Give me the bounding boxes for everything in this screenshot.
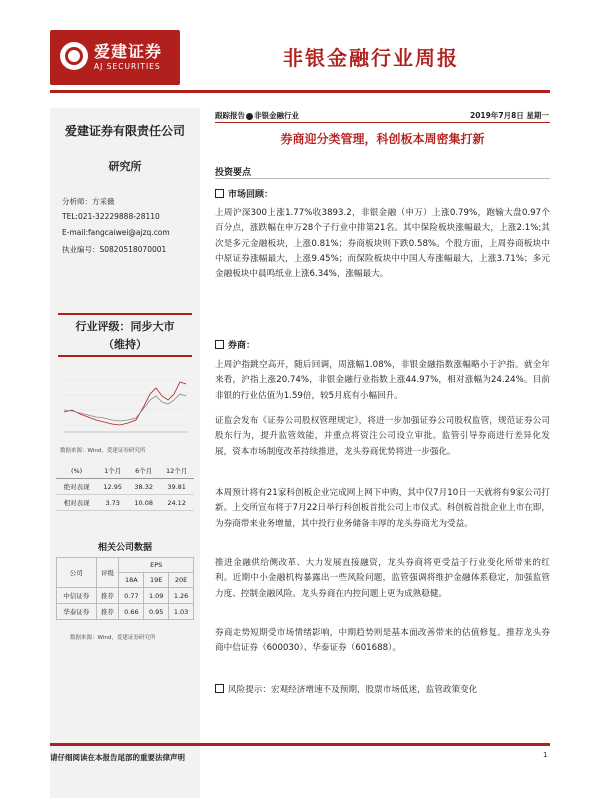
- table-cell: 12.95: [97, 479, 128, 495]
- rating-note: （维持）: [103, 338, 147, 351]
- investment-highlights-label: 投资要点: [215, 168, 252, 178]
- report-type-b: 非银金融行业: [254, 111, 299, 120]
- table-header: 12个月: [159, 463, 194, 479]
- table-header: 6个月: [128, 463, 159, 479]
- market-review-heading: [215, 187, 273, 200]
- brokers-paragraph-1: 上周沪指跳空高开，随后回调，周涨幅1.08%，非银金融指数涨幅略小于沪指。就全年来看，沪指上涨20.74%，非银金融行业指数上涨44.97%，相对涨幅为24.24%。目前非银的行业估值为1.59倍，较5月底有小幅回升。: [215, 360, 550, 401]
- table-header: 1个月: [97, 463, 128, 479]
- analyst-email: E-mail:fangcaiwei@ajzq.com: [62, 228, 170, 237]
- table-cell: 10.08: [128, 495, 159, 511]
- company-data-table: [56, 557, 194, 620]
- bullet-dot-icon: [246, 113, 253, 120]
- footer-divider: [50, 743, 550, 746]
- market-review-paragraph: 上周沪深300上涨1.77%收3893.2，非银金融（申万）上涨0.79%，跑输大盘0.97个百分点，涨跌幅在申万28个子行业中排第21名。其中保险板块涨幅最大，上涨2.1%;其次是多元金融板块，上涨0.81%；券商板块则下跌0.58%。个股方面，上周券商板块中中原证券涨幅最大，上涨9.45%；而保险板块中中国人寿涨幅最大，上涨3.71%；多元金融板块中晨鸣纸业上涨6.34%，涨幅最大。: [215, 208, 550, 280]
- section-divider: [215, 178, 550, 179]
- checkbox-icon: [215, 684, 224, 693]
- chart-gridlines: [64, 380, 188, 425]
- table-header: 20E: [169, 573, 194, 588]
- table-header: 公司: [57, 558, 97, 588]
- table-header: 评级: [96, 558, 119, 588]
- table-cell: 24.12: [159, 495, 194, 511]
- table-row: [56, 495, 194, 511]
- risk-warning: [215, 683, 477, 695]
- main-title: 券商迎分类管理，科创板本周密集打新: [280, 132, 485, 146]
- rating-label: 行业评级：同步大市: [75, 320, 175, 333]
- table-cell: 0.66: [119, 604, 144, 620]
- row-label: 绝对表现: [56, 479, 97, 495]
- table-source: 数据来源：Wind，爱建证券研究所: [70, 635, 156, 641]
- table-header: EPS: [119, 558, 194, 573]
- top-divider: [215, 122, 550, 123]
- table-cell: 3.73: [97, 495, 128, 511]
- brokers-paragraph-5: 券商走势短期受市场情绪影响，中期趋势则是基本面改善带来的估值修复。推荐龙头券商中信证券（600030）、华泰证券（601688）。: [215, 628, 550, 654]
- legal-notice: 请仔细阅读在本报告尾部的重要法律声明: [50, 753, 185, 762]
- related-companies-title: 相关公司数据: [97, 543, 152, 553]
- table-cell: 38.32: [128, 479, 159, 495]
- report-title: 非银金融行业周报: [283, 46, 459, 70]
- chart-series-index: [64, 394, 186, 421]
- table-cell: 1.26: [169, 588, 194, 604]
- analyst-tel: TEL:021-32229888-28110: [62, 212, 160, 221]
- checkbox-icon: [215, 340, 224, 349]
- logo-text-en: AJ SECURITIES: [94, 62, 161, 71]
- brand-logo: [50, 30, 180, 85]
- report-type: [215, 110, 299, 121]
- report-type-a: 跟踪报告: [215, 111, 245, 120]
- table-header: 18A: [119, 573, 144, 588]
- logo-text-cn: 爱建证券: [94, 42, 163, 61]
- analyst-license: 执业编号：S0820518070001: [62, 245, 167, 254]
- brokers-paragraph-2: 证监会发布《证券公司股权管理规定》，将进一步加强证券公司股权监管，规范证券公司股东行为，提升监管效能，并重点将资注公司设立审批。监管引导券商进行差异化发展，资本市场制度改革持续推进，龙头券商优势将进一步强化。: [215, 416, 550, 457]
- rating-cell: 推荐: [96, 588, 119, 604]
- analyst-name: 分析师：方采薇: [62, 197, 115, 206]
- performance-table: [56, 463, 194, 511]
- brokers-heading: [215, 338, 255, 351]
- brokers-paragraph-4: 推进金融供给侧改革、大力发展直接融资，龙头券商将更受益于行业变化所带来的红利。近期中小金融机构暴露出一些风险问题，监管强调将维护金融体系稳定，加强监管力度、控制金融风险。龙头券商在内控问题上更为成熟稳健。: [215, 558, 550, 599]
- table-cell: 1.09: [144, 588, 169, 604]
- table-cell: 0.77: [119, 588, 144, 604]
- row-label: 相对表现: [56, 495, 97, 511]
- company-name: 爱建证券有限责任公司: [64, 124, 185, 138]
- page-number: 1: [543, 751, 548, 759]
- research-dept: 研究所: [108, 160, 142, 173]
- logo-mark-icon: [60, 42, 88, 70]
- company-name-cell: 中信证券: [57, 588, 97, 604]
- table-row: [57, 588, 194, 604]
- checkbox-icon: [215, 189, 224, 198]
- table-cell: 39.81: [159, 479, 194, 495]
- industry-rating: [58, 313, 192, 357]
- company-name-cell: 华泰证券: [57, 604, 97, 620]
- index-performance-chart: [58, 370, 192, 440]
- table-row: [57, 604, 194, 620]
- table-cell: 0.95: [144, 604, 169, 620]
- section-title: 券商：: [228, 341, 256, 351]
- risk-text: 风险提示：宏观经济增速不及预期，股票市场低迷，监管政策变化: [228, 685, 478, 695]
- performance-table-header: [56, 463, 194, 479]
- rating-cell: 推荐: [96, 604, 119, 620]
- sidebar: [50, 108, 200, 798]
- report-date: 2019年7月8日 星期一: [470, 111, 549, 120]
- table-header: (%): [56, 463, 97, 479]
- table-header: 19E: [144, 573, 169, 588]
- chart-source: 数据来源：Wind，爱建证券研究所: [60, 448, 146, 454]
- table-cell: 1.03: [169, 604, 194, 620]
- table-row: [56, 479, 194, 495]
- brokers-paragraph-3: 本周预计将有21家科创板企业完成网上网下申购，其中仅7月10日一天就将有9家公司打新。上交所宣布将于7月22日举行科创板首批公司上市仪式。科创板首批企业上市在即，为券商带来业务增量，其中投行业务储备丰厚的龙头券商尤为受益。: [215, 488, 550, 529]
- section-title: 市场回顾：: [228, 190, 274, 200]
- header-divider: [50, 90, 550, 93]
